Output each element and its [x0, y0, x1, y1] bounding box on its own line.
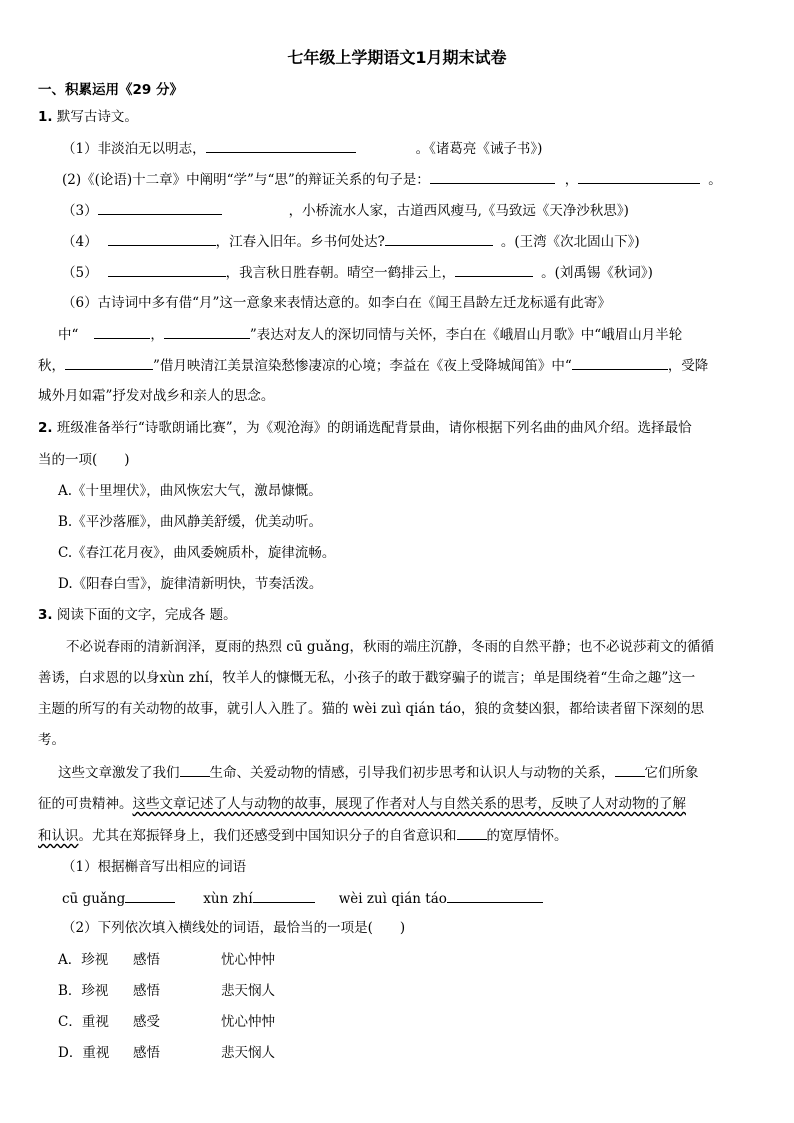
q1-text: 中“: [58, 327, 79, 343]
q1-text: 秋，: [38, 358, 65, 374]
q1-item-6: （6）古诗词中多有借“月”这一意象来表情达意的。如李白在《闻王昌龄左迁龙标遥有此寄》: [62, 295, 611, 311]
q3-option-a[interactable]: [58, 950, 108, 970]
pinyin-row: [62, 888, 543, 909]
passage-text: 这些文章激发了我们: [58, 765, 180, 781]
answer-blank[interactable]: [98, 200, 222, 215]
q1-text: ，受降: [667, 358, 709, 374]
q3-option-b[interactable]: [58, 981, 108, 1001]
pinyin-text: cū guǎng: [62, 891, 126, 907]
passage-text: 生命、关爱动物的情感，引导我们初步思考和认识人与动物的关系，: [209, 765, 615, 781]
q1-text: ，: [150, 327, 164, 343]
q1-item-4: [62, 231, 640, 252]
q2-option-b[interactable]: B.《平沙落雁》，曲风静美舒缓，优美动听。: [58, 514, 322, 530]
question-2: [38, 418, 692, 438]
answer-blank[interactable]: [615, 762, 645, 777]
answer-blank[interactable]: [457, 825, 487, 840]
passage-line: [58, 762, 699, 783]
option-word-1: A．珍视: [58, 952, 109, 968]
option-word-2: 感悟: [133, 983, 160, 999]
option-word-3: 忧心忡忡: [221, 952, 275, 968]
question-stem: 阅读下面的文字，完成各 题。: [56, 607, 237, 623]
option-word-2: 感悟: [133, 952, 160, 968]
q1-item-6-cont2: [38, 355, 708, 376]
q1-text: ”借月映清江美景渲染愁惨凄凉的心境；李益在《夜上受降城闻笛》中“: [153, 358, 572, 374]
q2-option-a[interactable]: A.《十里埋伏》，曲风恢宏大气，激昂慷慨。: [58, 483, 322, 499]
q1-text: 。(刘禹锡《秋词》): [541, 265, 653, 281]
pinyin-text: wèi zuì qián táo: [338, 891, 447, 907]
q1-text: （1）非淡泊无以明志，: [62, 141, 206, 157]
passage-line: [38, 825, 568, 846]
q1-text: (2)《(论语)十二章》中阐明“学”与“思”的辩证关系的句子是：: [62, 172, 430, 188]
option-word-1: B．珍视: [58, 983, 109, 999]
option-word-1: C．重视: [58, 1014, 109, 1030]
question-3: [38, 605, 237, 625]
answer-blank[interactable]: [94, 324, 150, 339]
q1-item-6-cont: [58, 324, 682, 345]
q1-item-6-cont3: 城外月如霜”抒发对战乡和亲人的思念。: [38, 388, 275, 404]
q1-item-1: [62, 138, 542, 159]
answer-blank[interactable]: [578, 169, 700, 184]
question-stem: 班级准备举行“诗歌朗诵比赛”，为《观沧海》的朗诵选配背景曲，请你根据下列名曲的曲风介绍。选择最恰: [56, 420, 692, 436]
passage-line: 不必说春雨的清新润泽，夏雨的热烈 cū guǎng，秋雨的端庄沉静，冬雨的自然平静；也不必说莎莉文的循循: [66, 639, 715, 655]
passage-text: 它们所象: [644, 765, 699, 781]
passage-line: 主题的所写的有关动物的故事，就引人入胜了。猫的 wèi zuì qián táo，狼的贪婪凶狠，都给读者留下深刻的思: [38, 701, 704, 717]
question-1: [38, 107, 138, 127]
question-2-stem-cont: 当的一项( ): [38, 452, 130, 468]
q1-text: 。: [708, 172, 722, 188]
q3-sub-2: （2）下列依次填入横线处的词语，最恰当的一项是( ): [62, 920, 406, 936]
option-word-2: 感受: [133, 1014, 160, 1030]
passage-line: [38, 794, 686, 814]
answer-blank[interactable]: [125, 888, 175, 903]
option-word-3: 忧心忡忡: [221, 1014, 275, 1030]
q1-text: 。(王湾《次北固山下》): [500, 234, 640, 250]
answer-blank[interactable]: [430, 169, 555, 184]
passage-text: 的宽厚情怀。: [486, 828, 568, 844]
page-title: 七年级上学期语文1月期末试卷: [287, 48, 507, 67]
answer-blank[interactable]: [108, 231, 216, 246]
passage-line: 善诱，白求恩的以身xùn zhí，牧羊人的慷慨无私，小孩子的敢于戳穿骗子的谎言；单是围绕着“生命之趣”这一: [38, 670, 696, 686]
passage-text: 。尤其在郑振铎身上，我们还感受到中国知识分子的自省意识和: [78, 828, 457, 844]
passage-line: 考。: [38, 732, 65, 748]
answer-blank[interactable]: [572, 355, 668, 370]
option-word-3: 悲天悯人: [221, 983, 275, 999]
option-word-2: 感悟: [133, 1045, 160, 1061]
q1-text: ，小桥流水人家，古道西风瘦马,《马致远《天净沙秋思》): [288, 203, 629, 219]
answer-blank[interactable]: [455, 262, 533, 277]
q3-option-c[interactable]: [58, 1012, 109, 1032]
q1-item-5: [62, 262, 653, 283]
answer-blank[interactable]: [385, 231, 493, 246]
q1-text: ，我言秋日胜春朝。晴空一鹤排云上，: [225, 265, 456, 281]
q2-option-c[interactable]: C.《春江花月夜》，曲风委婉质朴，旋律流畅。: [58, 545, 336, 561]
underlined-sentence: 这些文章记述了人与动物的故事，展现了作者对人与自然关系的思考，反映了人对动物的了解: [132, 796, 686, 812]
passage-text: 征的可贵精神。: [38, 796, 133, 812]
q1-text: ，: [564, 172, 579, 188]
q1-text: （4）: [62, 234, 98, 250]
question-number: 2.: [38, 420, 53, 436]
q1-text: （5）: [62, 265, 98, 281]
q1-text: （3）: [62, 203, 98, 219]
answer-blank[interactable]: [65, 355, 153, 370]
q1-text: 。《诸葛亮《诫子书》): [415, 141, 543, 157]
q2-option-d[interactable]: D.《阳春白雪》，旋律清新明快，节奏活泼。: [58, 576, 323, 592]
answer-blank[interactable]: [206, 138, 356, 153]
answer-blank[interactable]: [108, 262, 226, 277]
q1-text: ”表达对友人的深切同情与关怀，李白在《峨眉山月歌》中“峨眉山月半轮: [249, 327, 683, 343]
pinyin-text: xùn zhí: [203, 891, 253, 907]
q1-item-2: [62, 169, 722, 190]
q3-sub-1: （1）根据槲音写出相应的词语: [62, 859, 247, 875]
question-number: 3.: [38, 607, 53, 623]
option-word-1: D．重视: [58, 1045, 110, 1061]
underlined-sentence: 和认识: [38, 828, 79, 844]
section-heading: 一、积累运用《29 分》: [38, 82, 183, 98]
answer-blank[interactable]: [164, 324, 250, 339]
option-word-3: 悲天悯人: [221, 1045, 275, 1061]
answer-blank[interactable]: [447, 888, 543, 903]
answer-blank[interactable]: [180, 762, 210, 777]
q3-option-d[interactable]: [58, 1043, 109, 1063]
answer-blank[interactable]: [253, 888, 315, 903]
question-number: 1.: [38, 109, 53, 125]
question-stem: 默写古诗文。: [56, 109, 138, 125]
q1-item-3: [62, 200, 629, 221]
q1-text: ，江春入旧年。乡书何处达?: [215, 234, 385, 250]
